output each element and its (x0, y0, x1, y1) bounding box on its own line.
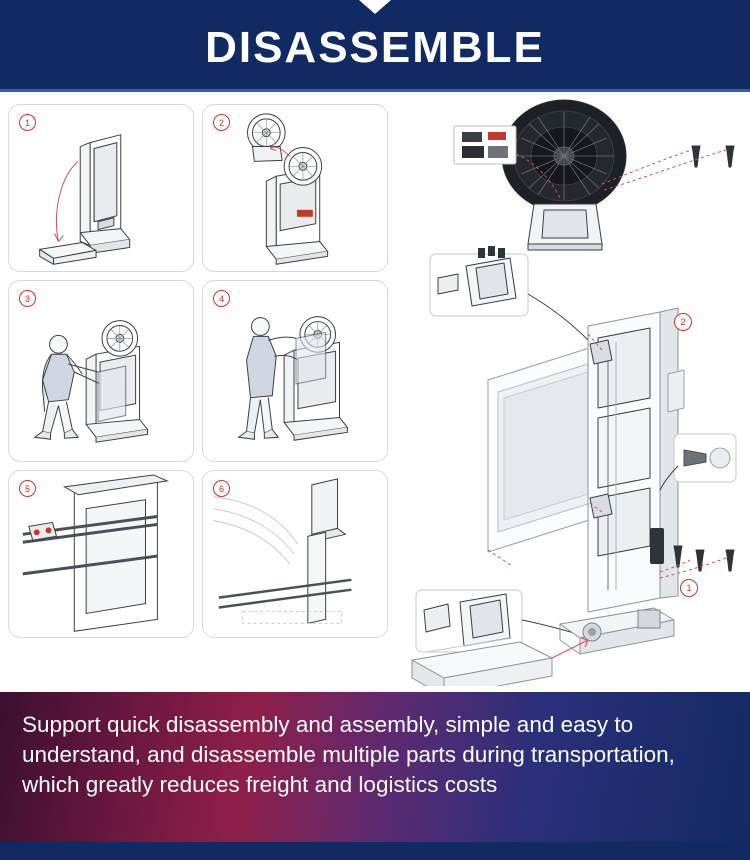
header-banner (0, 0, 750, 92)
step-1-illustration (9, 105, 193, 271)
step-badge-1: 1 (19, 114, 36, 131)
diagram-area (0, 92, 750, 692)
exploded-assembly-illustration (392, 98, 748, 686)
step-2-illustration (203, 105, 387, 271)
callout-1: 1 (680, 579, 698, 597)
step-badge-5: 5 (19, 480, 36, 497)
step-6-illustration (203, 471, 387, 637)
step-badge-6: 6 (213, 480, 230, 497)
step-card-2 (202, 104, 388, 272)
callout-2: 2 (674, 313, 692, 331)
page-title: DISASSEMBLE (205, 23, 545, 72)
step-5-illustration (9, 471, 193, 637)
footer-banner (0, 692, 750, 860)
step-3-illustration (9, 281, 193, 461)
header-notch-icon (359, 0, 391, 14)
footer-description: Support quick disassembly and assembly, simple and easy to understand, and disassemble multiple parts during transportation, which greatly reduces freight and logistics costs (22, 712, 675, 797)
step-card-3 (8, 280, 194, 462)
footer-bottom-bar (0, 842, 750, 860)
step-badge-2: 2 (213, 114, 230, 131)
step-card-1 (8, 104, 194, 272)
step-card-6 (202, 470, 388, 638)
step-4-illustration (203, 281, 387, 461)
exploded-assembly-diagram (392, 98, 748, 686)
step-grid (8, 104, 388, 674)
step-badge-3: 3 (19, 290, 36, 307)
step-card-4 (202, 280, 388, 462)
step-badge-4: 4 (213, 290, 230, 307)
step-card-5 (8, 470, 194, 638)
